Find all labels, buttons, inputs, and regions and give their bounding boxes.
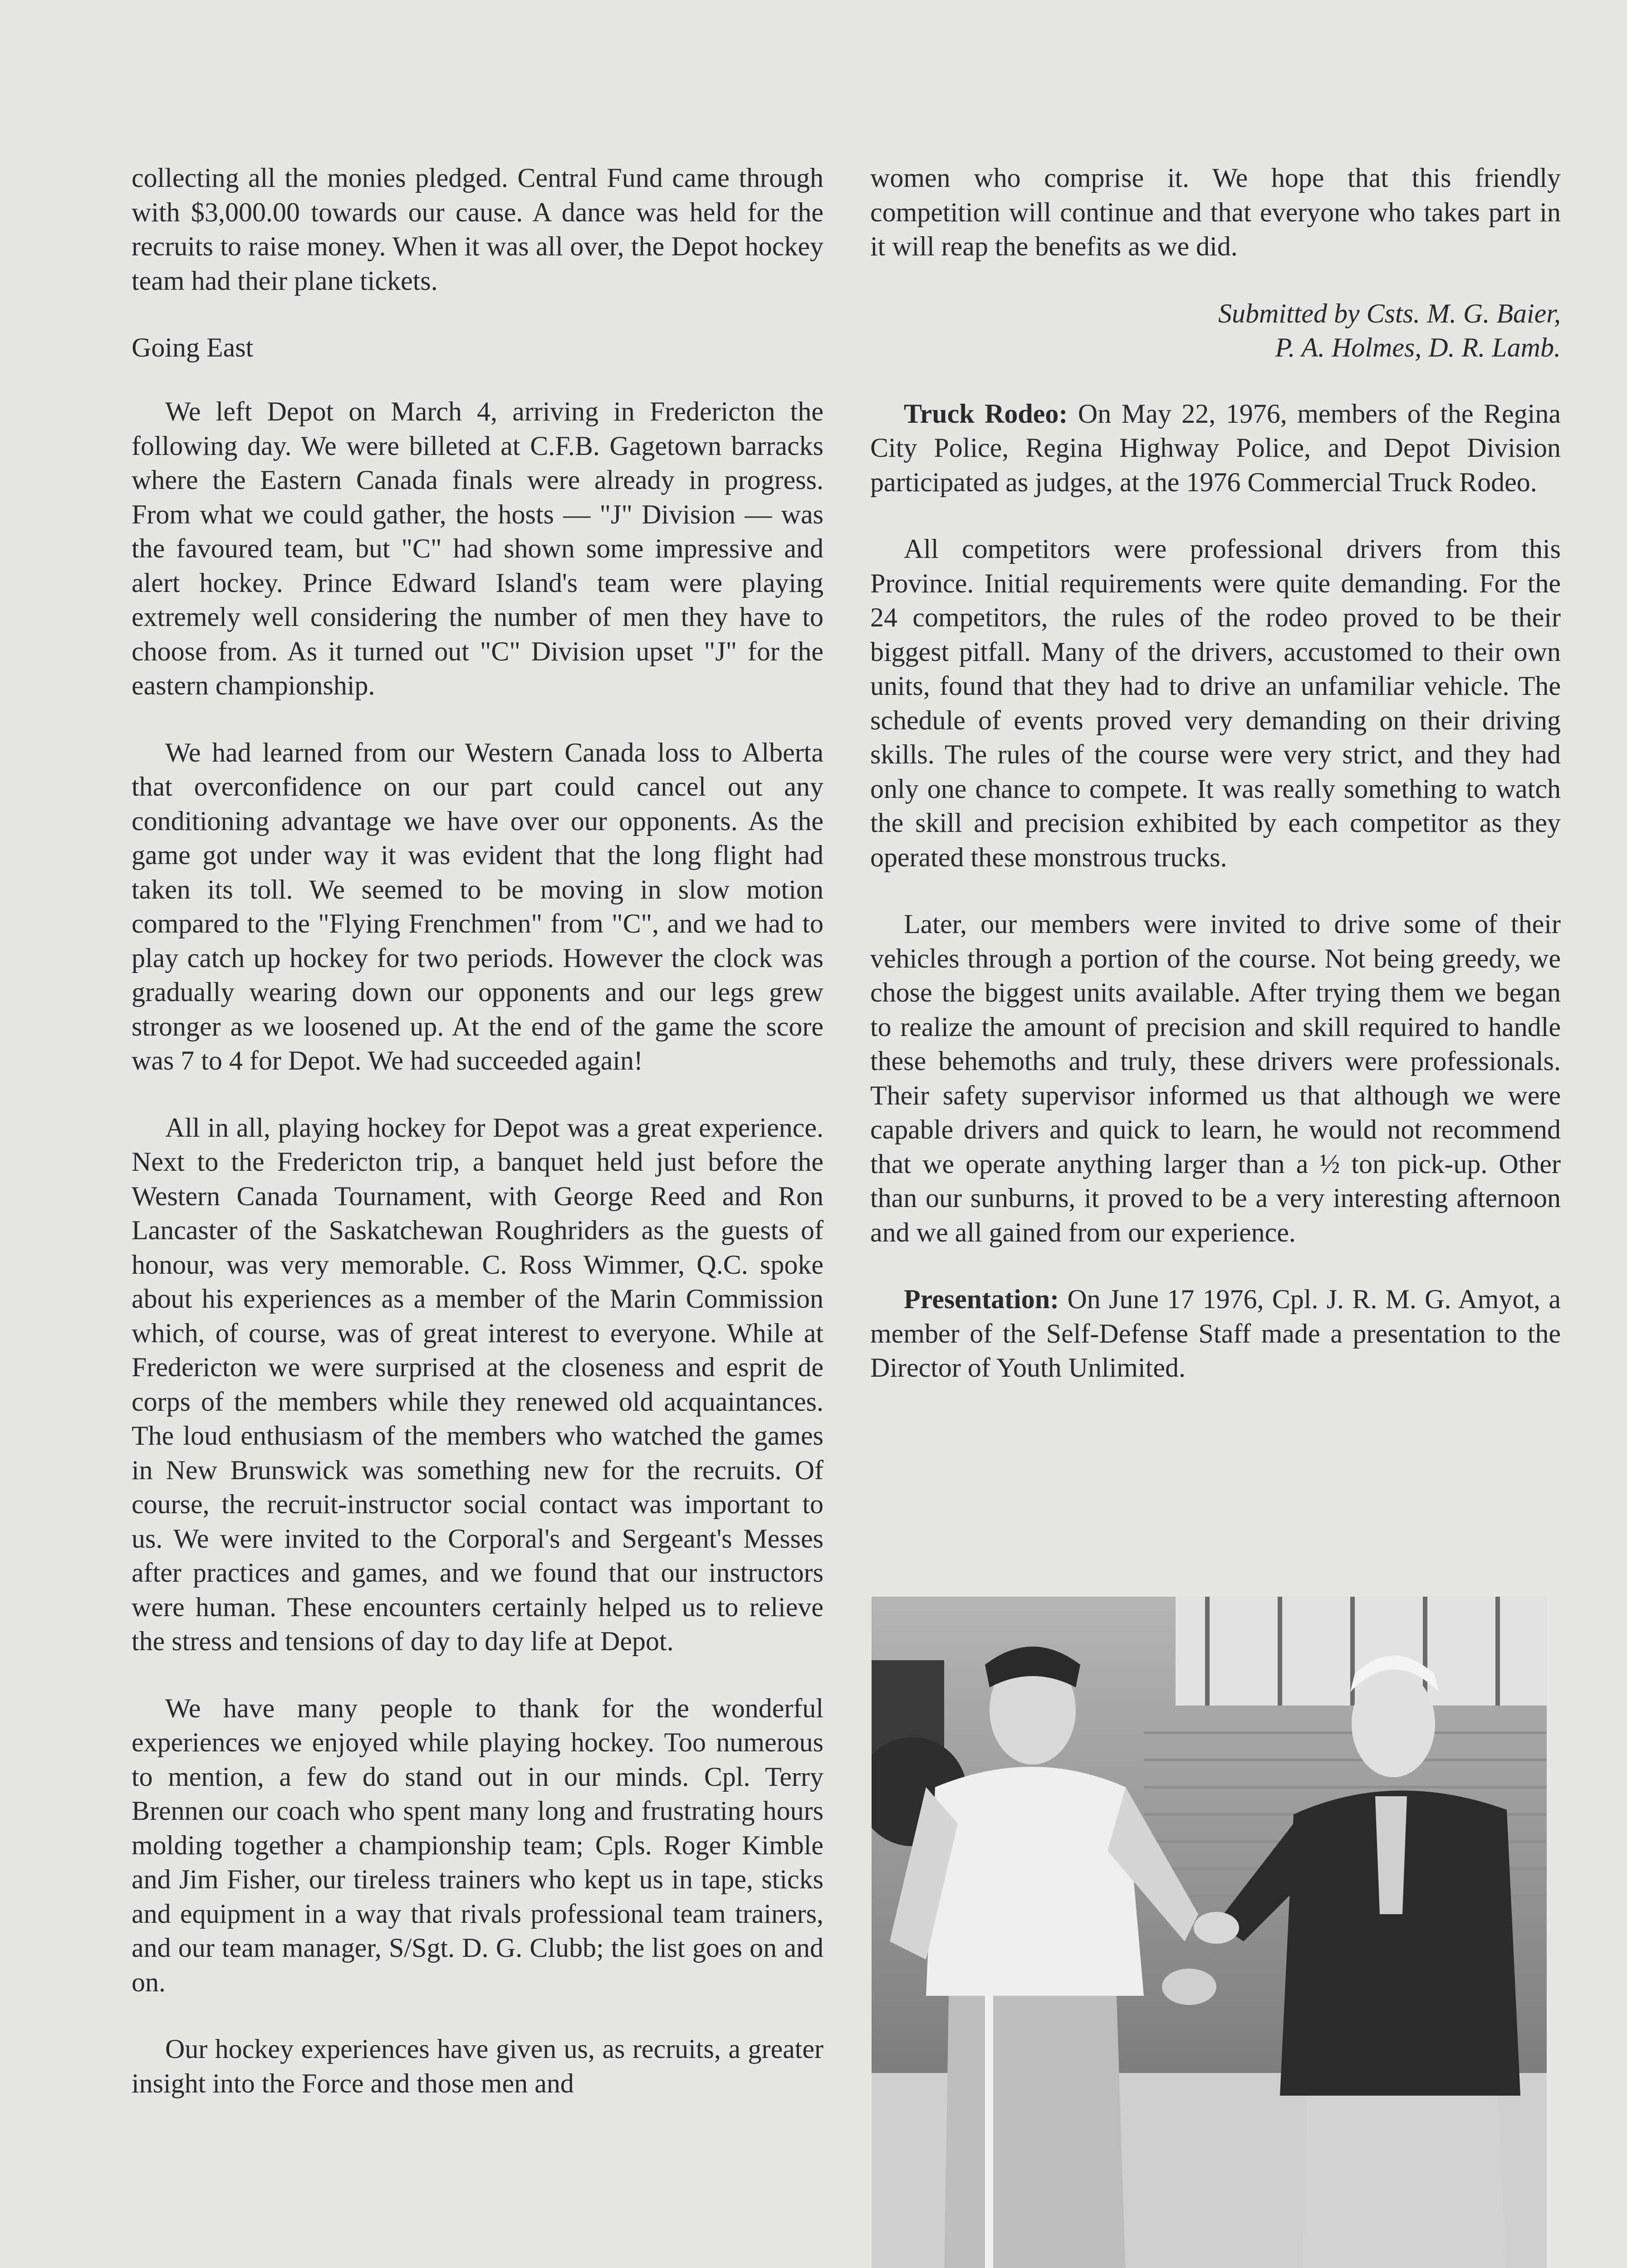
byline-line-1: Submitted by Csts. M. G. Baier, <box>1218 298 1561 328</box>
truck-rodeo-text: On May 22, 1976, members of the Regina City Police, Regina Highway Police, and Depot Division participated as judges, at the 1976 Commercial Truck Rodeo. <box>870 398 1561 497</box>
truck-rodeo-lead: Truck Rodeo: <box>904 398 1068 429</box>
truck-rodeo-paragraph <box>870 397 1561 500</box>
left-column <box>132 161 823 2133</box>
body-paragraph: We have many people to thank for the wonderful experiences we enjoyed while playing hockey. Too numerous to mention, a few do stand out in our minds. Cpl. Terry Brennen our coach who spent many long and frustrating hours molding together a championship team; Cpls. Roger Kimble and Jim Fisher, our tireless trainers who kept us in tape, sticks and equipment in a way that rivals professional team trainers, and our team manager, S/Sgt. D. G. Clubb; the list goes on and on. <box>132 1693 823 1997</box>
body-paragraph: collecting all the monies pledged. Central Fund came through with $3,000.00 towards our cause. A dance was held for the recruits to raise money. When it was all over, the Depot hockey team had their plane tickets. <box>132 163 823 296</box>
body-paragraph: We left Depot on March 4, arriving in Fredericton the following day. We were billeted at C.F.B. Gagetown barracks where the Eastern Canada finals were already in progress. From what we could gather, the hosts — "J" Division — was the favoured team, but "C" had shown some impressive and alert hockey. Prince Edward Island's team were playing extremely well considering the number of men they have to choose from. As it turned out "C" Division upset "J" for the eastern championship. <box>132 396 823 700</box>
body-paragraph: All in all, playing hockey for Depot was a great experience. Next to the Fredericton trip, a banquet held just before the Western Canada Tournament, with George Reed and Ron Lancaster of the Saskatchewan Roughriders as the guests of honour, was very memorable. C. Ross Wimmer, Q.C. spoke about his experiences as a member of the Marin Commission which, of course, was of great interest to everyone. While at Fredericton we were surprised at the closeness and esprit de corps of the members while they renewed old acquaintances. The loud enthusiasm of the members who watched the games in New Brunswick was something new for the recruits. Of course, the recruit-instructor social contact was important to us. We were invited to the Corporal's and Sergeant's Messes after practices and games, and we found that our instructors were human. These encounters certainly helped us to relieve the stress and tensions of day to day life at Depot. <box>132 1112 823 1656</box>
presentation-photo <box>872 1597 1547 2268</box>
body-paragraph: women who comprise it. We hope that this friendly competition will continue and that everyone who takes part in it will reap the benefits as we did. <box>870 163 1561 261</box>
right-column <box>870 161 1561 1418</box>
body-paragraph: Our hockey experiences have given us, as recruits, a greater insight into the Force and those men and <box>132 2034 823 2098</box>
byline-line-2: P. A. Holmes, D. R. Lamb. <box>1275 332 1561 362</box>
presentation-paragraph <box>870 1282 1561 1385</box>
body-paragraph: All competitors were professional drivers from this Province. Initial requirements were quite demanding. For the 24 competitors, the rules of the rodeo proved to be their biggest pitfall. Many of the drivers, accustomed to their own units, found that they had to drive an unfamiliar vehicle. The schedule of events proved very demanding on their driving skills. The rules of the course were very strict, and they had only one chance to compete. It was really something to watch the skill and precision exhibited by each competitor as they operated these monstrous trucks. <box>870 534 1561 872</box>
body-paragraph: Later, our members were invited to drive some of their vehicles through a portion of the course. Not being greedy, we chose the biggest units available. After trying them we began to realize the amount of precision and skill required to handle these behemoths and truly, these drivers were professionals. Their safety supervisor informed us that although we were capable drivers and quick to learn, he would not recommend that we operate anything larger than a ½ ton pick-up. Other than our sunburns, it proved to be a very interesting afternoon and we all gained from our experience. <box>870 909 1561 1247</box>
byline <box>870 297 1561 365</box>
presentation-lead: Presentation: <box>904 1284 1059 1314</box>
presentation-text: On June 17 1976, Cpl. J. R. M. G. Amyot, a member of the Self-Defense Staff made a presentation to the Director of Youth Unlimited. <box>870 1284 1561 1383</box>
photo-illustration <box>872 1597 1547 2268</box>
body-paragraph: We had learned from our Western Canada loss to Alberta that overconfidence on our part could cancel out any conditioning advantage we have over our opponents. As the game got under way it was evident that the long flight had taken its toll. We seemed to be moving in slow motion compared to the "Flying Frenchmen" from "C", and we had to play catch up hockey for two periods. However the clock was gradually wearing down our opponents and our legs grew stronger as we loosened up. At the end of the game the score was 7 to 4 for Depot. We had succeeded again! <box>132 737 823 1075</box>
section-subheading: Going East <box>132 332 254 362</box>
